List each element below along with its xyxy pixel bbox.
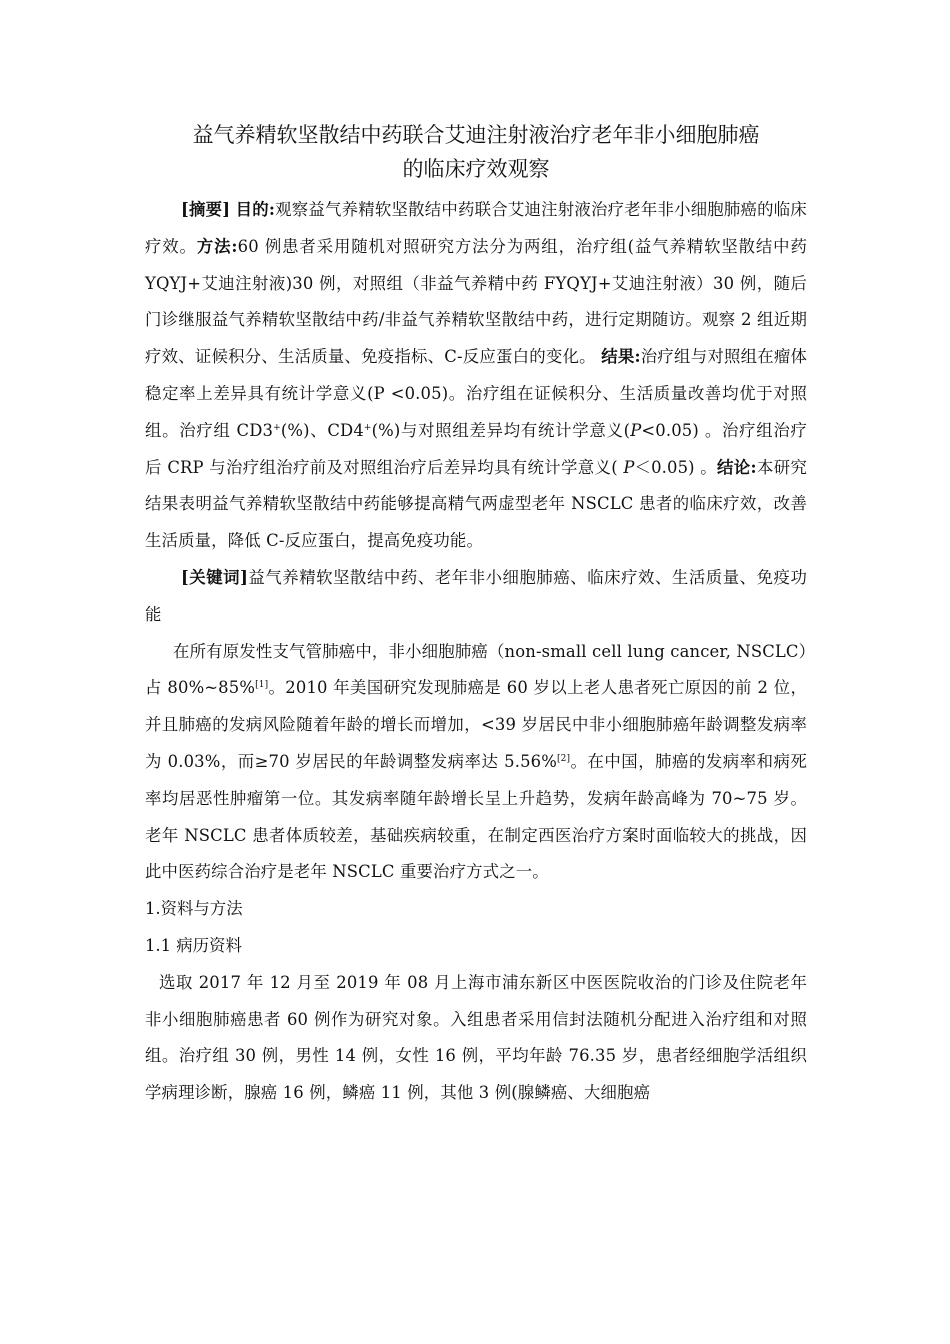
title-line-2: 的临床疗效观察 bbox=[402, 157, 550, 181]
intro-text-3: 。在中国，肺癌的发病率和病死率均居恶性肿瘤第一位。其发病率随年龄增长呈上升趋势，发病年龄高峰为 70~75 岁。老年 NSCLC 患者体质较差，基础疾病较重，在制定西医治疗方案时面临较大的挑战，因此中医药综合治疗是老年 NSCLC 重要治疗方式之一。 bbox=[145, 751, 807, 882]
reference-1: [1] bbox=[255, 680, 269, 691]
section-heading-1: 1.资料与方法 bbox=[145, 899, 243, 919]
result-text-4: <0.05) 。治疗组治疗后 CRP 与治疗组治疗前及对照组治疗后差异均具有统计学意义( bbox=[145, 420, 808, 477]
result-p-2: P bbox=[623, 457, 635, 477]
method-text: 60 例患者采用随机对照研究方法分为两组，治疗组(益气养精软坚散结中药 YQYJ+艾迪注射液)30 例，对照组（非益气养精中药 FYQYJ+艾迪注射液）30 例，随后门诊继服益气养精软坚散结中药/非益气养精软坚散结中药，进行定期随访。观察 2 组近期疗效、证候积分、生活质量、免疫指标、C-反应蛋白的变化。 bbox=[145, 236, 807, 367]
data-paragraph: 选取 2017 年 12 月至 2019 年 08 月上海市浦东新区中医医院收治的门诊及住院老年非小细胞肺癌患者 60 例作为研究对象。入组患者采用信封法随机分配进入治疗组和对照组。治疗组 30 例，男性 14 例，女性 16 例，平均年龄 76.35 岁，患者经细胞学活组织学病理诊断，腺癌 16 例，鳞癌 11 例，其他 3 例(腺鳞癌、大细胞癌 bbox=[145, 972, 807, 1103]
result-sup-2: + bbox=[363, 422, 372, 433]
section-heading-1-1: 1.1 病历资料 bbox=[145, 935, 242, 955]
abstract-paragraph bbox=[145, 192, 807, 560]
intro-text-1: 在所有原发性支气管肺癌中，非小细胞肺癌（non-small cell lung cancer, NSCLC）占 80%~85% bbox=[145, 641, 807, 698]
purpose-text: 观察益气养精软坚散结中药联合艾迪注射液治疗老年非小细胞肺癌的临床疗效。 bbox=[145, 200, 807, 256]
result-text-2: (%)、CD4 bbox=[280, 420, 364, 440]
document-title bbox=[145, 118, 807, 186]
keywords-text: 益气养精软坚散结中药、老年非小细胞肺癌、临床疗效、生活质量、免疫功能 bbox=[145, 567, 807, 624]
abstract-label: [摘要] bbox=[181, 200, 231, 219]
result-sup-1: + bbox=[273, 422, 281, 433]
document-page bbox=[145, 118, 807, 1112]
result-text-1: 治疗组与对照组在瘤体稳定率上差异具有统计学意义(P <0.05)。治疗组在证候积分、生活质量改善均优于对照组。治疗组 CD3 bbox=[145, 347, 807, 440]
intro-paragraph bbox=[145, 634, 807, 892]
result-text-5: ＜0.05) 。 bbox=[634, 457, 718, 477]
conclusion-text: 本研究结果表明益气养精软坚散结中药能够提高精气两虚型老年 NSCLC 患者的临床疗效，改善生活质量，降低 C-反应蛋白，提高免疫功能。 bbox=[145, 457, 807, 551]
keywords-label: [关键词] bbox=[181, 567, 249, 587]
method-label: 方法: bbox=[196, 236, 238, 256]
keywords-paragraph bbox=[145, 560, 807, 634]
result-label: 结果: bbox=[601, 347, 641, 367]
reference-2: [2] bbox=[556, 753, 571, 764]
conclusion-label: 结论: bbox=[717, 457, 757, 477]
intro-text-2: 。2010 年美国研究发现肺癌是 60 岁以上老人患者死亡原因的前 2 位，并且肺癌的发病风险随着年龄的增长而增加，<39 岁居民中非小细胞肺癌年龄调整发病率为 0.03%，而≥70 岁居民的年龄调整发病率达 5.56% bbox=[145, 678, 808, 771]
result-text-3: (%)与对照组差异均有统计学意义( bbox=[371, 420, 631, 440]
result-p-1: P bbox=[630, 420, 642, 440]
title-line-1: 益气养精软坚散结中药联合艾迪注射液治疗老年非小细胞肺癌 bbox=[192, 123, 760, 147]
purpose-label: 目的: bbox=[235, 200, 276, 219]
